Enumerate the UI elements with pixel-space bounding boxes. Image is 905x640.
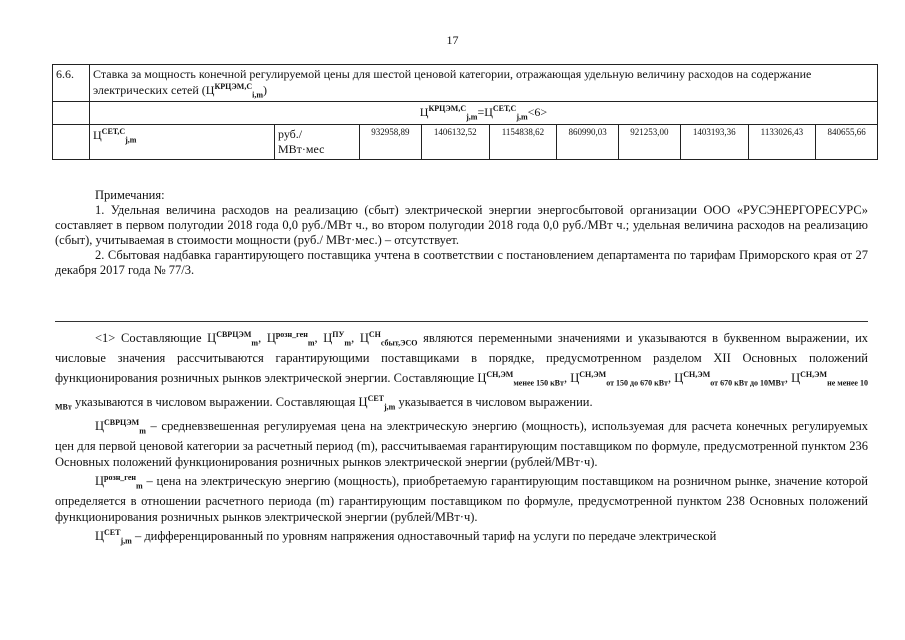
- value-cell: 1406132,52: [421, 124, 489, 159]
- fn3-sub: m: [136, 481, 143, 491]
- row-symbol: $Ц^{СЕТ,С}_{j,m}$: [90, 124, 275, 159]
- title-end: ): [263, 83, 267, 97]
- fn1-sup-e: СН,ЭМ: [486, 369, 514, 379]
- fn1-sub-a: m: [251, 338, 259, 348]
- fn2-sup: СВРЦЭМ: [104, 417, 140, 427]
- fn2-sub: m: [139, 426, 146, 436]
- fn3-text: – цена на электрическую энергию (мощность), приобретаемую гарантирующим поставщиком на розничном рынке, значение которой определяется в отношении расчетного периода (m) гарантирующим поставщиком по формуле, предусмотренной пунктом 238 Основных положений функционирования розничных рынков электрической энергии (рублей/МВт·ч).: [55, 474, 868, 524]
- fn1-sub-h: не менее 10 МВт: [55, 378, 868, 412]
- fn1-sup-d: СН: [368, 330, 381, 339]
- notes-heading: Примечания:: [95, 188, 165, 202]
- formula-rhs-sup: СЕТ,С: [492, 104, 517, 114]
- unit-line2: МВт·мес: [278, 141, 325, 156]
- fn1-sub-d: сбыт,ЭСО: [380, 338, 418, 348]
- value-cell: 932958,89: [360, 124, 422, 159]
- row-symbol-sup: СЕТ,С: [101, 126, 126, 136]
- fn1-sup-f: СН,ЭМ: [579, 369, 607, 379]
- formula-lhs-sub: j,m: [466, 112, 478, 122]
- fn3-sup: розн_ген: [104, 473, 136, 483]
- fn1-sub-i: j,m: [384, 402, 396, 412]
- footnote-section: [55, 327, 868, 549]
- row-title: Ставка за мощность конечной регулируемой цены для шестой ценовой категории, отражающая удельную величину расходов на содержание электрических сетей (Ц: [93, 67, 812, 97]
- fn1-text3: указывается в числовом выражении.: [398, 394, 593, 409]
- note-2: 2. Сбытовая надбавка гарантирующего поставщика учтена в соответствии с постановлением департамента по тарифам Приморского края от 27 декабря 2017 года № 77/3.: [55, 248, 868, 277]
- formula-rhs-sub: j,m: [516, 112, 528, 122]
- notes-section: [55, 188, 868, 278]
- footnote-divider: [55, 321, 868, 322]
- footnote-3: $Ц^{розн\_ген}_m$ – цена на электрическую энергию (мощность), приобретаемую гарантирующим поставщиком на розничном рынке, значение которой определяется в отношении расчетного периода (m) гарантирующим поставщиком по формуле, предусмотренной пунктом 238 Основных положений функционирования розничных рынков электрической энергии (рублей/МВт·ч).: [55, 473, 868, 524]
- fn1-sub-e: менее 150 кВт: [513, 378, 564, 388]
- value-cell: 860990,03: [557, 124, 619, 159]
- table-row: [53, 124, 878, 159]
- title-sup: КРЦЭМ,С: [214, 82, 253, 91]
- fn1-sub-b: m: [307, 338, 315, 348]
- unit-cell: [275, 124, 360, 159]
- fn1-sup-h: СН,ЭМ: [800, 369, 828, 379]
- page-number: 17: [446, 33, 459, 47]
- value-cell: 921253,00: [618, 124, 680, 159]
- fn2-text: – средневзвешенная регулируемая цена на электрическую энергию (мощность), используемая для расчета конечных регулируемых цен для первой ценовой категории за расчетный период (m), рассчитываемая гарантирующим поставщиком по формуле, предусмотренной пунктом 236 Основных положений функционирования розничных рынков электрической энергии (рублей/МВт·ч).: [55, 419, 868, 469]
- value-cell: 1403193,36: [680, 124, 748, 159]
- formula-lhs-sup: КРЦЭМ,С: [428, 104, 467, 114]
- fn1-lead: <1> Составляющие Ц: [95, 331, 217, 346]
- formula: $Ц^{КРЦЭМ,С}_{j,m}=Ц^{СЕТ,С}_{j,m}<6>$: [90, 102, 878, 124]
- footnote-2: $Ц^{СВРЦЭМ}_m$ – средневзвешенная регулируемая цена на электрическую энергию (мощность), используемая для расчета конечных регулируемых цен для первой ценовой категории за расчетный период (m), рассчитываемая гарантирующим поставщиком по формуле, предусмотренной пунктом 236 Основных положений функционирования розничных рынков электрической энергии (рублей/МВт·ч).: [55, 417, 868, 469]
- fn1-text2: указываются в числовом выражении. Составляющая Ц: [74, 394, 368, 409]
- footnote-1: <1> Составляющие $Ц^{СВРЦЭМ}_m$, $Ц^{розн\_ген}_m$, $Ц^{ПУ}_m$, $Ц^{СН}_{сбыт,ЭСО}$ являются переменными значениями и указываются в буквенном выражении, их числовые значения рассчитываются гарантирующими поставщиками в порядке, предусмотренном разделом XII Основных положений функционирования розничных рынков электрической энергии. Составляющие $Ц^{СН,ЭМ}_{менее 150 кВт}$, $Ц^{СН,ЭМ}_{от 150 до 670 кВт}$, $Ц^{СН,ЭМ}_{от 670 кВт до 10МВт}$, $Ц^{СН,ЭМ}_{не менее 10 МВт}$ указываются в числовом выражении. Составляющая $Ц^{СЕТ}_{j,m}$ указывается в числовом выражении.: [55, 330, 869, 412]
- fn1-text: являются переменными значениями и указываются в буквенном выражении, их числовые значения рассчитываются гарантирующими поставщиками в порядке, предусмотренном разделом XII Основных положений функционирования розничных рынков электрической энергии. Составляющие Ц: [55, 331, 869, 385]
- fn1-sup-a: СВРЦЭМ: [216, 330, 252, 339]
- row-number: 6.6.: [53, 65, 90, 102]
- fn1-sup-b: розн_ген: [275, 330, 308, 339]
- fn1-sup-g: СН,ЭМ: [683, 369, 711, 379]
- row-symbol-sub: j,m: [125, 135, 137, 145]
- fn1-sub-f: от 150 до 670 кВт: [606, 378, 668, 388]
- fn4-text: – дифференцированный по уровням напряжения одноставочный тариф на услуги по передаче электрической: [131, 529, 717, 544]
- note-1: 1. Удельная величина расходов на реализацию (сбыт) электрической энергии энергосбытовой организации ООО «РУСЭНЕРГОРЕСУРС» составляет в первом полугодии 2018 года 0,0 руб./МВт ч., во втором полугодии 2018 года 0,0 руб./МВт ч.; удельная величина расходов на реализацию (сбыт), учитываемая в стоимости мощности (руб./ МВт·мес.) – отсутствует.: [55, 203, 868, 247]
- formula-ref: <6>: [527, 105, 548, 120]
- empty-cell: [53, 102, 90, 124]
- unit-line1: руб./: [278, 126, 303, 141]
- value-cell: 1154838,62: [489, 124, 556, 159]
- table-header-row: [53, 65, 878, 102]
- value-cell: 840655,66: [816, 124, 878, 159]
- fn1-sub-g: от 670 кВт до 10МВт: [710, 378, 785, 388]
- fn1-sup-c: ПУ: [332, 330, 345, 339]
- fn4-sub: j,m: [120, 536, 132, 546]
- footnote-4: $Ц^{СЕТ}_{j,m}$ – дифференцированный по уровням напряжения одноставочный тариф на услуги по передаче электрической: [95, 528, 717, 546]
- fn4-sup: СЕТ: [104, 528, 121, 538]
- fn1-sub-c: m: [344, 338, 352, 348]
- formula-row: [53, 102, 878, 124]
- rates-table: [52, 64, 878, 160]
- row-title-cell: [90, 65, 878, 102]
- title-sub: i,m: [252, 90, 263, 100]
- fn1-sup-i: СЕТ: [367, 393, 385, 403]
- empty-cell: [53, 124, 90, 159]
- value-cell: 1133026,43: [748, 124, 815, 159]
